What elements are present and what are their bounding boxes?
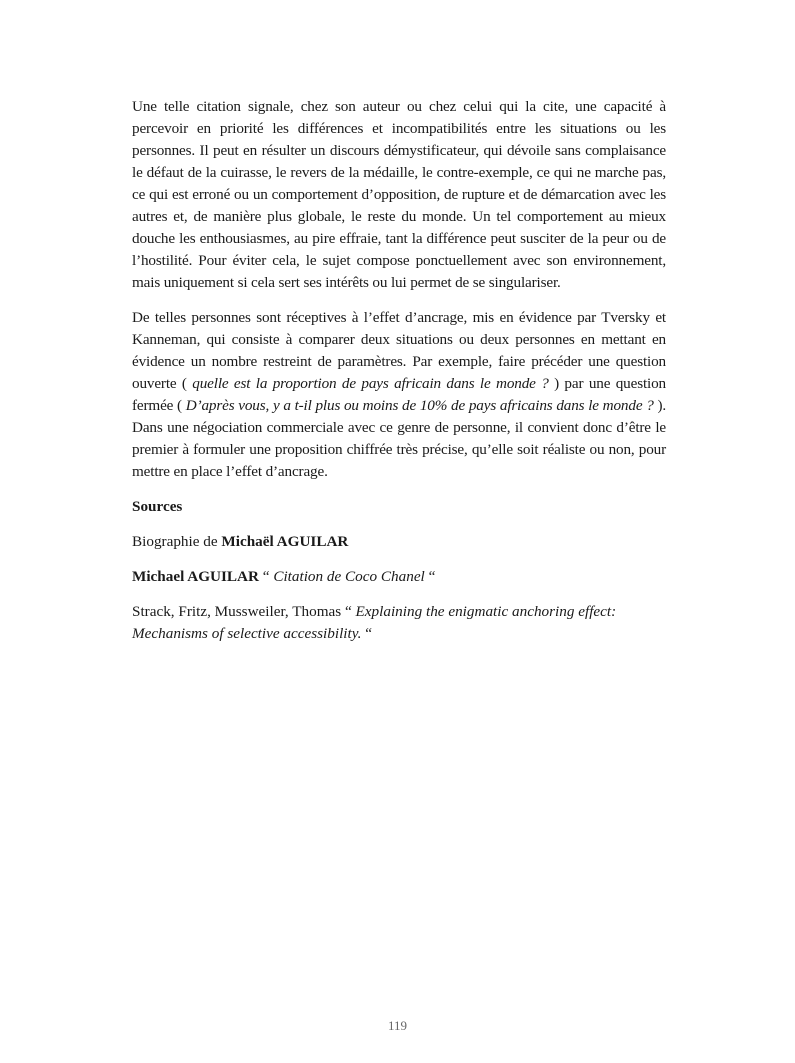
open-question-example: quelle est la proportion de pays africain dans le monde ?: [192, 375, 549, 392]
sources-heading: Sources: [132, 498, 183, 515]
paragraph-citation-analysis: Une telle citation signale, chez son auteur ou chez celui qui la cite, une capacité à percevoir en priorité les différences et incompatibilités entre les situations ou les personnes. Il peut en résulter un discours démystificateur, qui dévoile sans complaisance le défaut de la cuirasse, le revers de la médaille, le contre-exemple, ce qui ne marche pas, ce qui est erroné ou un comportement d’opposition, de rupture et de démarcation avec les autres et, de manière plus globale, le reste du monde. Un tel comportement au mieux douche les enthousiasmes, au pire effraie, tant la différence peut susciter de la peur ou de l’hostilité. Pour éviter cela, le sujet compose ponctuellement avec son environnement, mais uniquement si cela sert ses intérêts ou lui permet de se singulariser.: [132, 98, 666, 291]
source-article: [132, 601, 666, 645]
source-biography: [132, 531, 666, 553]
document-page: [132, 96, 666, 658]
paragraph-text: De telles personnes sont réceptives à l’effet d’ancrage, mis en évidence par Tversky et Kanneman, qui consiste à comparer deux situations ou deux personnes en mettant en évidence un nombre restreint de paramètres. Par exemple, faire précéder une question ouverte (: [132, 309, 666, 392]
paragraph-text: ) par une question fermée (: [132, 375, 666, 414]
source-title: Explaining the enigmatic anchoring effect: Mechanisms of selective accessibility.: [132, 603, 617, 642]
source-author: Michael AGUILAR: [132, 568, 259, 585]
source-title: Citation de Coco Chanel: [273, 568, 425, 585]
page-number: 119: [387, 1018, 408, 1033]
paragraph-text: ). Dans une négociation commerciale avec ce genre de personne, il convient donc d’être le premier à formuler une proposition chiffrée très précise, qu’elle soit réaliste ou non, pour mettre en place l’effet d’ancrage.: [132, 397, 667, 480]
source-citation: [132, 566, 666, 588]
closed-question-example: D’après vous, y a t-il plus ou moins de 10% de pays africains dans le monde ?: [185, 397, 654, 414]
source-authors: Strack, Fritz, Mussweiler, Thomas: [132, 603, 342, 620]
quote-mark: “: [341, 603, 356, 620]
source-author: Michaël AGUILAR: [221, 533, 349, 550]
quote-mark: “: [361, 625, 372, 642]
quote-mark: “: [258, 568, 274, 585]
quote-mark: “: [424, 568, 436, 585]
source-prefix: Biographie de: [132, 533, 222, 550]
paragraph-anchoring-effect: [132, 307, 666, 483]
